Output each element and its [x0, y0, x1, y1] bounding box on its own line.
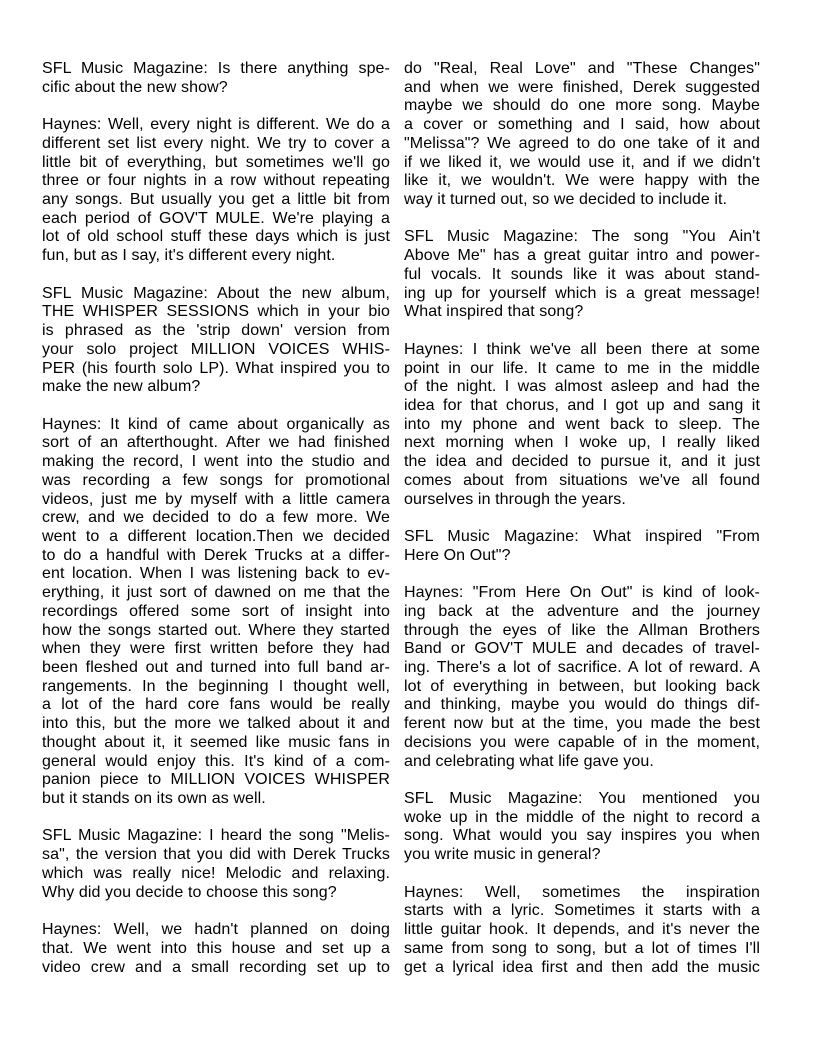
text-line: when they were first written before they had	[42, 640, 390, 658]
text-line: sort of an afterthought. After we had finished	[42, 434, 390, 452]
paragraph	[404, 341, 760, 509]
text-line: Haynes: Well, every night is different. We do a	[42, 116, 390, 134]
text-line: SFL Music Magazine: I heard the song "Melis-	[42, 827, 390, 845]
text-line: like it, we wouldn't. We were happy with the	[404, 172, 760, 190]
text-line: Above Me" has a great guitar intro and power-	[404, 247, 760, 265]
text-line: lot of everything in between, but looking back	[404, 677, 760, 695]
text-line: that. We went into this house and set up a	[42, 939, 390, 957]
paragraph	[404, 790, 760, 865]
text-line: different set list every night. We try to cover a	[42, 134, 390, 152]
text-line: little guitar hook. It depends, and it's never the	[404, 921, 760, 939]
text-line: Haynes: I think we've all been there at some	[404, 340, 760, 358]
text-line: erything, it just sort of dawned on me that the	[42, 584, 390, 602]
text-line: Haynes: Well, we hadn't planned on doing	[42, 921, 390, 939]
text-line: maybe we should do one more song. Maybe	[404, 97, 760, 115]
text-line: ferent now but at the time, you made the best	[404, 715, 760, 733]
text-line: starts with a lyric. Sometimes it starts with a	[404, 902, 760, 920]
text-line: Here On Out"?	[404, 546, 511, 564]
text-line: SFL Music Magazine: What inspired "From	[404, 527, 760, 545]
text-line: the idea and decided to pursue it, and it just	[404, 453, 760, 471]
text-line: SFL Music Magazine: The song "You Ain't	[404, 228, 760, 246]
text-line: you write music in general?	[404, 846, 601, 864]
paragraph	[404, 884, 760, 978]
text-line: point in our life. It came to me in the middle	[404, 359, 760, 377]
text-column-left	[42, 60, 390, 977]
paragraph	[404, 60, 760, 210]
text-line: into this, but the more we talked about it and	[42, 715, 390, 733]
text-line: and when we were finished, Derek suggested	[404, 78, 760, 96]
text-line: panion piece to MILLION VOICES WHISPER	[42, 771, 390, 789]
text-line: each period of GOV'T MULE. We're playing a	[42, 209, 390, 227]
text-line: idea for that chorus, and I got up and sang it	[404, 396, 760, 414]
text-line: and thinking, maybe you would do things dif-	[404, 696, 760, 714]
text-line: sa", the version that you did with Derek Trucks	[42, 846, 390, 864]
paragraph	[42, 116, 390, 266]
text-line: Band or GOV'T MULE and decades of travel-	[404, 640, 760, 658]
text-line: if we liked it, we would use it, and if we didn't	[404, 153, 760, 171]
text-line: been fleshed out and turned into full band ar-	[42, 659, 390, 676]
text-line: get a lyrical idea first and then add the music	[404, 958, 760, 976]
text-line: way it turned out, so we decided to include it.	[404, 191, 728, 209]
paragraph	[42, 60, 390, 97]
text-line: to do a handful with Derek Trucks at a differ-	[42, 546, 390, 564]
text-line: What inspired that song?	[404, 303, 584, 321]
text-line: ourselves in through the years.	[404, 490, 626, 508]
text-line: three or four nights in a row without repeating	[42, 172, 390, 190]
text-line: ing back at the adventure and the journey	[404, 602, 760, 620]
text-line: ing up for yourself which is a great message!	[404, 284, 760, 302]
text-line: ing. There's a lot of sacrifice. A lot of reward. A	[404, 659, 760, 676]
text-line: is phrased as the 'strip down' version from	[42, 322, 390, 340]
text-line: Haynes: "From Here On Out" is kind of look-	[404, 584, 760, 602]
text-line: recordings offered some sort of insight into	[42, 602, 390, 620]
text-line: lot of old school stuff these days which is just	[42, 228, 390, 246]
paragraph	[42, 285, 390, 397]
text-line: "Melissa"? We agreed to do one take of it and	[404, 134, 760, 152]
text-line: general would enjoy this. It's kind of a com-	[42, 752, 390, 770]
text-line: of the night. I was almost asleep and had the	[404, 378, 760, 396]
text-line: Why did you decide to choose this song?	[42, 883, 337, 901]
text-line: into my phone and went back to sleep. The	[404, 415, 760, 433]
text-line: SFL Music Magazine: You mentioned you	[404, 790, 760, 808]
text-line: a cover or something and I said, how about	[404, 116, 760, 134]
text-line: cific about the new show?	[42, 78, 228, 96]
text-line: making the record, I went into the studio and	[42, 453, 390, 471]
paragraph	[42, 921, 390, 977]
text-line: PER (his fourth solo LP). What inspired you to	[42, 359, 390, 377]
paragraph	[404, 228, 760, 322]
paragraph	[42, 827, 390, 902]
paragraph	[404, 584, 760, 771]
text-line: thought about it, it seemed like music fans in	[42, 733, 390, 751]
text-line: SFL Music Magazine: Is there anything spe-	[42, 60, 390, 77]
text-line: little bit of everything, but sometimes we'll go	[42, 153, 390, 171]
text-line: was recording a few songs for promotional	[42, 471, 390, 489]
paragraph	[42, 416, 390, 809]
text-line: video crew and a small recording set up to	[42, 958, 390, 976]
text-line: any songs. But usually you get a little bit from	[42, 191, 390, 209]
text-line: rangements. In the beginning I thought well,	[42, 677, 390, 695]
text-line: make the new album?	[42, 378, 201, 396]
text-line: ent location. When I was listening back to ev-	[42, 565, 390, 583]
text-line: a lot of the hard core fans would be really	[42, 696, 390, 714]
text-line: videos, just me by myself with a little camera	[42, 490, 390, 508]
text-line: Haynes: It kind of came about organically as	[42, 415, 390, 433]
paragraph	[404, 528, 760, 565]
text-line: which was really nice! Melodic and relaxing.	[42, 864, 390, 882]
text-line: same from song to song, but a lot of times I'll	[404, 939, 760, 957]
text-line: and celebrating what life gave you.	[404, 752, 654, 770]
text-line: went to a different location.Then we decided	[42, 527, 390, 545]
text-line: song. What would you say inspires you when	[404, 827, 760, 845]
text-line: woke up in the middle of the night to record a	[404, 808, 760, 826]
text-line: fun, but as I say, it's different every night.	[42, 247, 336, 265]
text-line: comes about from situations we've all found	[404, 471, 760, 489]
text-line: through the eyes of like the Allman Brothers	[404, 621, 760, 639]
text-line: but it stands on its own as well.	[42, 790, 266, 808]
text-line: Haynes: Well, sometimes the inspiration	[404, 883, 760, 901]
text-column-right	[404, 60, 760, 977]
text-line: your solo project MILLION VOICES WHIS-	[42, 340, 390, 358]
article-body	[42, 60, 760, 977]
text-line: next morning when I woke up, I really liked	[404, 434, 760, 452]
text-line: SFL Music Magazine: About the new album,	[42, 284, 390, 302]
text-line: decisions you were capable of in the moment,	[404, 733, 760, 751]
text-line: how the songs started out. Where they started	[42, 621, 390, 639]
text-line: ful vocals. It sounds like it was about stand-	[404, 265, 760, 283]
text-line: crew, and we decided to do a few more. We	[42, 509, 390, 527]
text-line: do "Real, Real Love" and "These Changes"	[404, 60, 760, 77]
text-line: THE WHISPER SESSIONS which in your bio	[42, 303, 390, 321]
